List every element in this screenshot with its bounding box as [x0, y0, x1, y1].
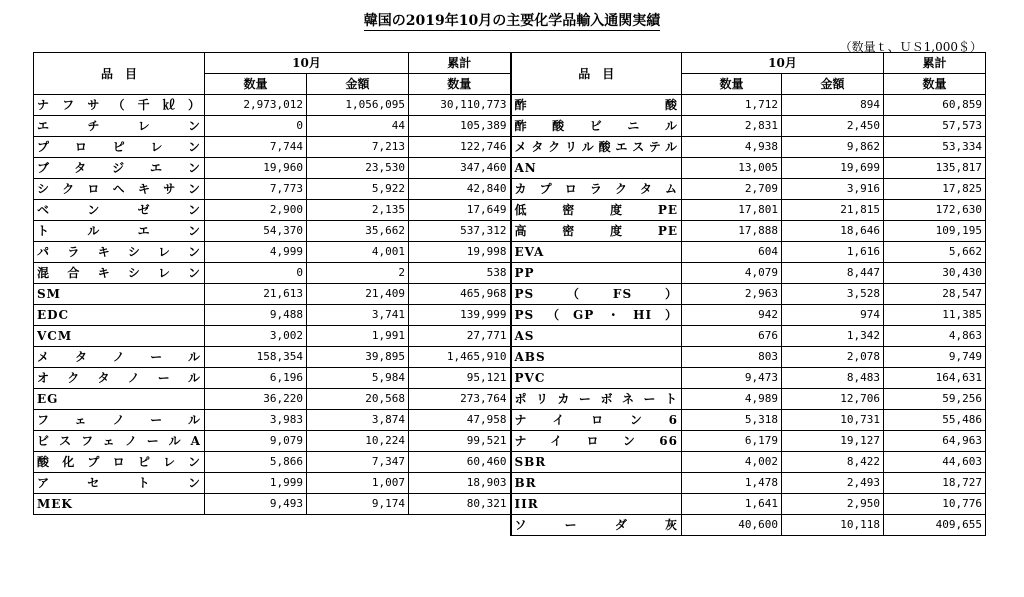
right-quantity: 6,179 [682, 431, 782, 452]
table-row [34, 347, 986, 368]
left-amount: 5,922 [307, 179, 409, 200]
right-amount: 9,862 [782, 137, 884, 158]
left-cumulative: 30,110,773 [409, 95, 511, 116]
left-quantity: 0 [205, 116, 307, 137]
right-quantity: 5,318 [682, 410, 782, 431]
left-item-name: シクロヘキサン [34, 179, 205, 200]
left-item-name: MEK [34, 494, 205, 515]
left-cumulative: 95,121 [409, 368, 511, 389]
table-row [34, 200, 986, 221]
right-quantity: 4,002 [682, 452, 782, 473]
left-amount: 4,001 [307, 242, 409, 263]
unit-note: （数量ｔ、ＵＳ1,000＄） [839, 40, 982, 54]
left-quantity: 2,973,012 [205, 95, 307, 116]
left-quantity: 6,196 [205, 368, 307, 389]
right-quantity: 604 [682, 242, 782, 263]
page-title [0, 10, 1024, 30]
left-quantity: 9,493 [205, 494, 307, 515]
left-item-name: 混合キシレン [34, 263, 205, 284]
table-row [34, 494, 986, 515]
left-cumulative: 122,746 [409, 137, 511, 158]
table-row [34, 263, 986, 284]
left-quantity: 1,999 [205, 473, 307, 494]
left-quantity: 3,983 [205, 410, 307, 431]
import-table [33, 52, 986, 536]
left-amount: 5,984 [307, 368, 409, 389]
right-quantity: 2,709 [682, 179, 782, 200]
left-amount: 1,056,095 [307, 95, 409, 116]
header-amount-left: 金額 [307, 74, 409, 95]
right-quantity: 17,801 [682, 200, 782, 221]
right-amount: 2,078 [782, 347, 884, 368]
left-item-name: プロピレン [34, 137, 205, 158]
left-amount: 39,895 [307, 347, 409, 368]
left-quantity: 21,613 [205, 284, 307, 305]
left-item-name: ブタジエン [34, 158, 205, 179]
left-cumulative: 18,903 [409, 473, 511, 494]
right-amount: 8,447 [782, 263, 884, 284]
right-amount: 19,127 [782, 431, 884, 452]
right-quantity: 2,831 [682, 116, 782, 137]
left-amount: 35,662 [307, 221, 409, 242]
left-item-name: フェノール [34, 410, 205, 431]
left-item-name: ビスフェノールA [34, 431, 205, 452]
blank-cell [307, 515, 409, 536]
right-quantity: 17,888 [682, 221, 782, 242]
right-quantity: 13,005 [682, 158, 782, 179]
right-amount: 10,731 [782, 410, 884, 431]
left-quantity: 5,866 [205, 452, 307, 473]
right-cumulative: 5,662 [884, 242, 986, 263]
right-cumulative: 55,486 [884, 410, 986, 431]
right-amount: 974 [782, 305, 884, 326]
left-amount: 23,530 [307, 158, 409, 179]
header-cumulative-right: 累計 [884, 53, 986, 74]
header-month-right: 10月 [682, 53, 884, 74]
table-row [34, 473, 986, 494]
right-cumulative: 135,817 [884, 158, 986, 179]
table-body [34, 95, 986, 536]
table-row [34, 431, 986, 452]
right-amount: 1,616 [782, 242, 884, 263]
right-cumulative: 28,547 [884, 284, 986, 305]
right-amount: 1,342 [782, 326, 884, 347]
right-quantity: 2,963 [682, 284, 782, 305]
table-row [34, 158, 986, 179]
header-cumulative-left: 累計 [409, 53, 511, 74]
left-quantity: 54,370 [205, 221, 307, 242]
right-cumulative: 18,727 [884, 473, 986, 494]
left-cumulative: 60,460 [409, 452, 511, 473]
left-quantity: 9,079 [205, 431, 307, 452]
right-quantity: 676 [682, 326, 782, 347]
left-item-name: ナフサ（千㎘） [34, 95, 205, 116]
table-row [34, 137, 986, 158]
left-item-name: エチレン [34, 116, 205, 137]
left-cumulative: 99,521 [409, 431, 511, 452]
table-row [34, 389, 986, 410]
right-amount: 18,646 [782, 221, 884, 242]
page-title-text: 韓国の2019年10月の主要化学品輸入通関実績 [363, 13, 661, 29]
right-quantity: 803 [682, 347, 782, 368]
left-cumulative: 80,321 [409, 494, 511, 515]
right-quantity: 1,712 [682, 95, 782, 116]
left-cumulative: 27,771 [409, 326, 511, 347]
right-amount: 2,950 [782, 494, 884, 515]
left-cumulative: 1,465,910 [409, 347, 511, 368]
left-cumulative: 139,999 [409, 305, 511, 326]
right-cumulative: 59,256 [884, 389, 986, 410]
right-amount: 3,528 [782, 284, 884, 305]
right-amount: 19,699 [782, 158, 884, 179]
left-quantity: 19,960 [205, 158, 307, 179]
left-quantity: 7,744 [205, 137, 307, 158]
right-cumulative: 109,195 [884, 221, 986, 242]
right-amount: 3,916 [782, 179, 884, 200]
right-amount: 21,815 [782, 200, 884, 221]
right-cumulative: 11,385 [884, 305, 986, 326]
left-item-name: ベンゼン [34, 200, 205, 221]
header-month-left: 10月 [205, 53, 409, 74]
header-cum-quantity-left: 数量 [409, 74, 511, 95]
right-item-name: 高密度PE [511, 221, 682, 242]
left-item-name: EDC [34, 305, 205, 326]
left-amount: 7,213 [307, 137, 409, 158]
left-amount: 10,224 [307, 431, 409, 452]
left-amount: 3,874 [307, 410, 409, 431]
header-amount-right: 金額 [782, 74, 884, 95]
right-cumulative: 10,776 [884, 494, 986, 515]
table-row [34, 326, 986, 347]
left-item-name: メタノール [34, 347, 205, 368]
left-amount: 2 [307, 263, 409, 284]
header-cum-quantity-right: 数量 [884, 74, 986, 95]
right-amount: 2,450 [782, 116, 884, 137]
left-amount: 9,174 [307, 494, 409, 515]
left-quantity: 158,354 [205, 347, 307, 368]
table-row [34, 242, 986, 263]
right-quantity: 4,079 [682, 263, 782, 284]
right-cumulative: 44,603 [884, 452, 986, 473]
right-item-name: PP [511, 263, 682, 284]
right-item-name: カプロラクタム [511, 179, 682, 200]
left-cumulative: 42,840 [409, 179, 511, 200]
blank-cell [205, 515, 307, 536]
left-amount: 1,991 [307, 326, 409, 347]
blank-cell [34, 515, 205, 536]
left-item-name: VCM [34, 326, 205, 347]
right-item-name: 酢酸ビニル [511, 116, 682, 137]
table-row [34, 95, 986, 116]
left-amount: 1,007 [307, 473, 409, 494]
table-row [34, 410, 986, 431]
right-quantity: 40,600 [682, 515, 782, 536]
blank-cell [409, 515, 511, 536]
left-item-name: EG [34, 389, 205, 410]
left-item-name: アセトン [34, 473, 205, 494]
left-amount: 2,135 [307, 200, 409, 221]
right-cumulative: 53,334 [884, 137, 986, 158]
right-cumulative: 172,630 [884, 200, 986, 221]
left-cumulative: 19,998 [409, 242, 511, 263]
left-quantity: 36,220 [205, 389, 307, 410]
table-row [34, 368, 986, 389]
table-row [34, 284, 986, 305]
left-cumulative: 17,649 [409, 200, 511, 221]
left-quantity: 9,488 [205, 305, 307, 326]
header-quantity-left: 数量 [205, 74, 307, 95]
left-amount: 44 [307, 116, 409, 137]
right-item-name: ポリカーボネート [511, 389, 682, 410]
left-amount: 21,409 [307, 284, 409, 305]
left-item-name: SM [34, 284, 205, 305]
right-cumulative: 60,859 [884, 95, 986, 116]
right-item-name: PVC [511, 368, 682, 389]
left-quantity: 4,999 [205, 242, 307, 263]
right-cumulative: 164,631 [884, 368, 986, 389]
right-cumulative: 9,749 [884, 347, 986, 368]
right-item-name: 低密度PE [511, 200, 682, 221]
right-item-name: ソーダ灰 [511, 515, 682, 536]
right-amount: 2,493 [782, 473, 884, 494]
right-cumulative: 30,430 [884, 263, 986, 284]
left-amount: 20,568 [307, 389, 409, 410]
right-item-name: ナイロン66 [511, 431, 682, 452]
right-cumulative: 4,863 [884, 326, 986, 347]
table-row [34, 179, 986, 200]
left-cumulative: 538 [409, 263, 511, 284]
right-cumulative: 17,825 [884, 179, 986, 200]
table-row [34, 452, 986, 473]
right-item-name: PS（GP・HI） [511, 305, 682, 326]
left-quantity: 0 [205, 263, 307, 284]
right-quantity: 9,473 [682, 368, 782, 389]
right-quantity: 4,938 [682, 137, 782, 158]
table-header [34, 53, 986, 95]
header-item-right: 品 目 [511, 53, 682, 95]
right-quantity: 1,478 [682, 473, 782, 494]
right-cumulative: 64,963 [884, 431, 986, 452]
right-item-name: IIR [511, 494, 682, 515]
left-cumulative: 105,389 [409, 116, 511, 137]
right-quantity: 4,989 [682, 389, 782, 410]
left-item-name: トルエン [34, 221, 205, 242]
right-amount: 894 [782, 95, 884, 116]
right-amount: 8,422 [782, 452, 884, 473]
right-item-name: ナイロン6 [511, 410, 682, 431]
left-item-name: パラキシレン [34, 242, 205, 263]
right-item-name: PS（FS） [511, 284, 682, 305]
right-item-name: EVA [511, 242, 682, 263]
header-quantity-right: 数量 [682, 74, 782, 95]
right-amount: 12,706 [782, 389, 884, 410]
right-cumulative: 57,573 [884, 116, 986, 137]
right-item-name: ABS [511, 347, 682, 368]
right-cumulative: 409,655 [884, 515, 986, 536]
right-item-name: BR [511, 473, 682, 494]
right-amount: 10,118 [782, 515, 884, 536]
right-quantity: 942 [682, 305, 782, 326]
right-item-name: メタクリル酸エステル [511, 137, 682, 158]
left-cumulative: 347,460 [409, 158, 511, 179]
right-item-name: AS [511, 326, 682, 347]
left-cumulative: 537,312 [409, 221, 511, 242]
left-quantity: 7,773 [205, 179, 307, 200]
left-quantity: 3,002 [205, 326, 307, 347]
left-item-name: 酸化プロピレン [34, 452, 205, 473]
right-item-name: SBR [511, 452, 682, 473]
left-cumulative: 47,958 [409, 410, 511, 431]
right-amount: 8,483 [782, 368, 884, 389]
header-item-left: 品 目 [34, 53, 205, 95]
left-amount: 3,741 [307, 305, 409, 326]
right-item-name: 酢酸 [511, 95, 682, 116]
table-row [34, 515, 986, 536]
left-item-name: オクタノール [34, 368, 205, 389]
table-row [34, 116, 986, 137]
left-cumulative: 273,764 [409, 389, 511, 410]
table-row [34, 305, 986, 326]
right-item-name: AN [511, 158, 682, 179]
left-quantity: 2,900 [205, 200, 307, 221]
table-row [34, 221, 986, 242]
right-quantity: 1,641 [682, 494, 782, 515]
left-amount: 7,347 [307, 452, 409, 473]
left-cumulative: 465,968 [409, 284, 511, 305]
